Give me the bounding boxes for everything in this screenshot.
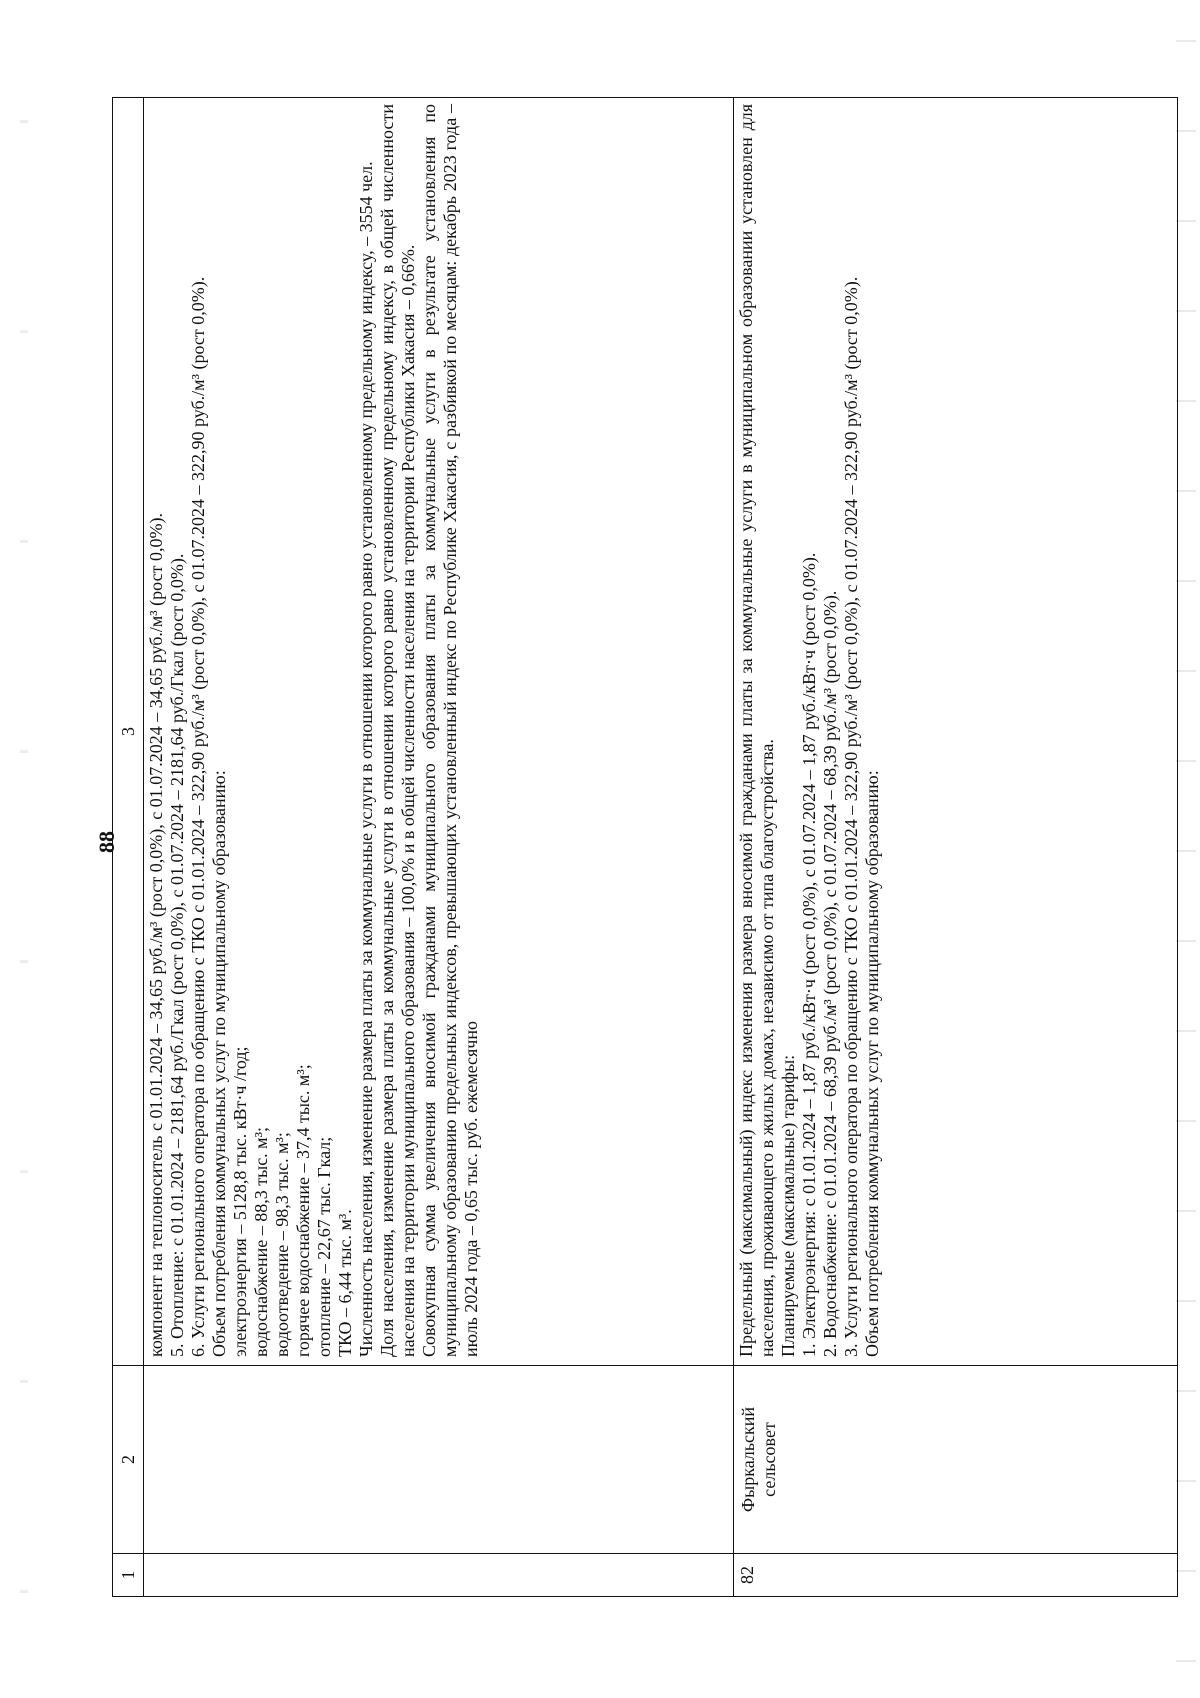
scan-edge-left — [20, 0, 28, 1698]
text-line: Совокупная сумма увеличения вносимой гражданами муниципального образования платы за коммунальные услуги в результате установления по муниципальному образованию предельных индексов, превышающих установленный индекс по Республике Хакасия, с разбивкой по месяцам: декабрь 2023 года – июль 2024 года – 0,65 тыс. руб. ежемесячно — [419, 104, 481, 1357]
text-line: водоотведение – 98,3 тыс. м³; — [272, 1132, 292, 1357]
text-line: 2. Водоснабжение: с 01.01.2024 – 68,39 руб./м³ (рост 0,0%), с 01.07.2024 – 68,39 руб./м³ (рост 0,0%). — [820, 590, 840, 1357]
text-line: Планируемые (максимальные) тарифы: — [778, 1054, 798, 1357]
text-line: 1. Электроэнергия: с 01.01.2024 – 1,87 руб./кВт·ч (рост 0,0%), с 01.07.2024 – 1,87 руб./кВт·ч (рост 0,0%). — [799, 552, 819, 1357]
table-row-continuation — [144, 98, 734, 1597]
table-row-82 — [734, 98, 1178, 1597]
text-line: горячее водоснабжение – 37,4 тыс. м³; — [293, 1064, 313, 1357]
text-line: 5. Отопление: с 01.01.2024 – 2181,64 руб./Гкал (рост 0,0%), с 01.07.2024 – 2181,64 руб./Гкал (рост 0,0%). — [167, 553, 187, 1357]
scan-edge-right — [1176, 0, 1196, 1698]
text-line: водоснабжение – 88,3 тыс. м³; — [251, 1127, 271, 1357]
text-line: 3. Услуги регионального оператора по обращению с ТКО с 01.01.2024 – 322,90 руб./м³ (рост 0,0%), с 01.07.2024 – 322,90 руб./м³ (рост 0,0%). — [841, 276, 861, 1357]
text-line: Численность населения, изменение размера платы за коммунальные услуги в отношении которого равно установленному предельному индексу, – 3554 чел. — [356, 161, 376, 1357]
text-line: 6. Услуги регионального оператора по обращению с ТКО с 01.01.2024 – 322,90 руб./м³ (рост 0,0%), с 01.07.2024 – 322,90 руб./м³ (рост 0,0%). — [188, 276, 208, 1357]
text-line: ТКО – 6,44 тыс. м³. — [335, 1209, 355, 1357]
text-line: Объем потребления коммунальных услуг по муниципальному образованию: — [209, 770, 229, 1357]
row-number-cell — [144, 1554, 734, 1597]
description-cell — [734, 98, 1178, 1366]
rotated-table-wrapper — [112, 97, 1178, 1597]
column-header-3: 3 — [113, 98, 144, 1366]
page-number: 88 — [94, 831, 119, 853]
text-line: отопление – 22,67 тыс. Гкал; — [314, 1136, 334, 1357]
entity-cell: Фыркальский сельсовет — [734, 1366, 1178, 1554]
header-row — [113, 98, 144, 1597]
document-table — [112, 97, 1178, 1597]
text-line: электроэнергия – 5128,8 тыс. кВт·ч /год; — [230, 1046, 250, 1357]
entity-cell — [144, 1366, 734, 1554]
text-line: Объем потребления коммунальных услуг по муниципальному образованию: — [862, 770, 882, 1357]
text-line: Доля населения, изменение размера платы за коммунальные услуги в отношении которого равно установленному предельному индексу, в общей численности населения на территории муниципального образования – 100,0% и в общей численности населения на территории Республики Хакасия – 0,66%. — [377, 104, 418, 1357]
description-cell — [144, 98, 734, 1366]
text-line: компонент на теплоноситель с 01.01.2024 – 34,65 руб./м³ (рост 0,0%), с 01.07.2024 – 34,65 руб./м³ (рост 0,0%). — [146, 513, 166, 1357]
text-line: Предельный (максимальный) индекс изменения размера вносимой гражданами платы за коммунальные услуги в муниципальном образовании установлен для населения, проживающего в жилых домах, независимо от типа благоустройства. — [736, 104, 777, 1357]
column-header-1: 1 — [113, 1554, 144, 1597]
column-header-2: 2 — [113, 1366, 144, 1554]
row-number-cell: 82 — [734, 1554, 1178, 1597]
